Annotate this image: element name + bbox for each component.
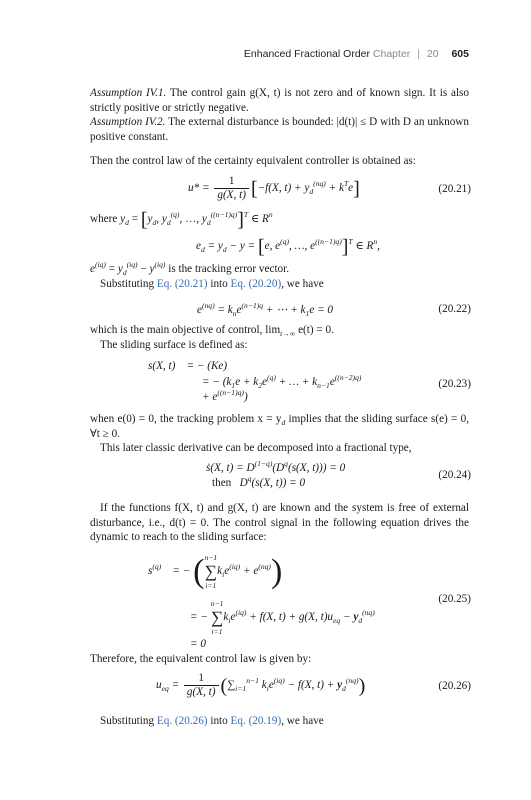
equation-number-20-22: (20.22) (438, 303, 471, 315)
paragraph-tracking-error: $e^{(iq)} = y_d^{(iq)} - y^{(iq)}$ is the tracking error vector. (90, 260, 290, 277)
paragraph-control-law: Then the control law of the certainty equivalent controller is obtained as: (90, 155, 416, 167)
header-separator: | (417, 48, 420, 60)
eq-ref-20-20[interactable]: Eq. (20.20) (230, 278, 282, 290)
eq-ref-20-26[interactable]: Eq. (20.26) (156, 715, 208, 727)
assumption-1 (90, 86, 469, 115)
eq-ref-20-19[interactable]: Eq. (20.19) (230, 715, 282, 727)
paragraph-when: when e(0) = 0, the tracking problem $x = y_d$ implies that the sliding surface s(e) = 0, ∀t ≥ 0. (90, 413, 470, 440)
page-number: 605 (451, 48, 469, 60)
equation-number-20-21: (20.21) (438, 183, 471, 195)
substituting-2-post: , we have (281, 715, 324, 727)
equation-20-26: $u_{eq}$ = $\frac{1}{g(X, t)}$ ($\sum_{i=1}^{n-1}$ $k_ie^{(iq)} - f(X$, $t) + y_d^{(nq)}$) (156, 672, 366, 698)
equation-number-20-25: (20.25) (438, 593, 471, 605)
paragraph-if-functions: If the functions f(X, t) and g(X, t) are known and the system is free of external disturbance, i.e., d(t) = 0. The control signal in the following equation drives the dynamic to reach to the sliding surface: (90, 502, 469, 544)
paragraph-sliding-surface: The sliding surface is defined as: (100, 339, 248, 351)
paragraph-therefore: Therefore, the equivalent control law is given by: (90, 653, 312, 665)
equation-number-20-24: (20.24) (438, 469, 471, 481)
where-label: where (90, 213, 118, 225)
paragraph-substituting-2 (90, 714, 469, 729)
assumption-2 (90, 115, 469, 144)
equation-20-22: $e^{(nq)} = k_ne^{(n-1)q}$ + ⋯ + $k_1e = 0$ (197, 301, 334, 318)
running-header (244, 48, 469, 60)
assumption-2-label: Assumption IV.2. (90, 116, 166, 129)
chapter-label: Chapter (372, 48, 411, 60)
equation-20-24: ṡ(X, $t) = D^{(1-q)}(D^q(s(X$, t))) = 0 then $D^q(s(X$, t)) = 0 (206, 459, 346, 489)
equation-number-20-26: (20.26) (438, 680, 471, 692)
equation-ed-definition: $e_d = y_d - y = [e$, $e^{(q)}$, …, $e^{((n-1)q)}]^T$ ∈ $R^n$, (196, 236, 380, 258)
equation-20-25: $s^{(q)}$ = − ( n−1 ∑ i=1 $k_ie^{(iq)} + e^{(nq)}$) = − n−1 ∑ i=1 $k_ie^{(iq)} + f(X$, t) + g(X, $t)u_{eq} - y_d^{(nq)}$ = 0 (148, 553, 375, 650)
equation-20-23: s(X, t) = − (Ke) = − ($k_1e + k_2e^{(q)}$ + … + $k_{n-1}e^{((n-2)q)}$ + $e^{((n-1)q)}$) (148, 360, 362, 403)
substituting-1-post: , we have (281, 278, 324, 290)
when-tail: implies that the sliding surface s(e) = 0, ∀t ≥ 0. (90, 413, 470, 440)
objective-tail: e(t) = 0. (298, 324, 334, 336)
substituting-2-mid: into (210, 715, 228, 727)
assumption-2-text: The external disturbance is bounded: |d(t)| ≤ D with D an unknown positive constant. (90, 116, 469, 143)
paragraph-later: This later classic derivative can be decomposed into a fractional type, (100, 442, 412, 454)
when-text: when e(0) = 0, the tracking problem x = y (90, 413, 282, 425)
equation-20-21: u* = $\frac{1}{g(X, t)}$ [−f(X, $t) + y_d^{(nq)} + k^Te$] (188, 175, 360, 201)
paragraph-substituting-1 (90, 277, 469, 292)
paragraph-objective: which is the main objective of control, $\lim_{t\to\infty} e(t) = 0$. (90, 324, 334, 338)
assumption-block (90, 86, 469, 144)
substituting-2-pre: Substituting (100, 715, 155, 727)
tracking-error-text: is the tracking error vector. (168, 263, 290, 275)
assumption-1-text: The control gain g(X, t) is not zero and of known sign. It is also strictly positive or strictly negative. (90, 87, 469, 114)
eq-ref-20-21[interactable]: Eq. (20.21) (156, 278, 208, 290)
objective-text: which is the main objective of control, lim (90, 324, 281, 336)
substituting-1-pre: Substituting (100, 278, 155, 290)
chapter-number: 20 (426, 48, 439, 60)
running-title: Enhanced Fractional Order (243, 48, 370, 60)
equation-number-20-23: (20.23) (438, 378, 471, 390)
equation-yd-definition: where $y_d = [y_d$, $y_d^{(q)}$, …, $y_d^{((n-1)q)}]^T$ ∈ $R^n$ (90, 209, 273, 231)
substituting-1-mid: into (210, 278, 228, 290)
assumption-1-label: Assumption IV.1. (90, 87, 167, 99)
